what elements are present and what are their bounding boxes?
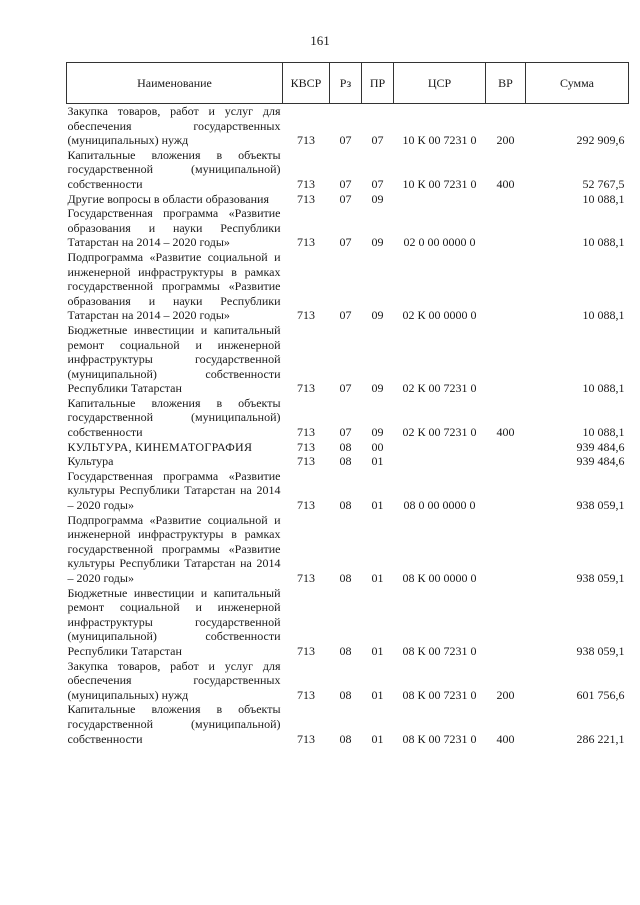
cell-sum: 10 088,1 [582, 308, 625, 323]
cell-csr [394, 454, 486, 469]
cell-pr: 01 [371, 643, 384, 658]
table-row [67, 659, 629, 703]
cell-kvsr: 713 [297, 571, 315, 585]
cell-rz: 07 [339, 381, 352, 396]
cell-pr: 01 [371, 687, 384, 702]
cell-pr: 09 [371, 308, 384, 323]
cell-kvsr: 713 [297, 176, 315, 191]
cell-name: Государственная программа «Развитие культуры Республики Татарстан на 2014 – 2020 годы» [67, 468, 281, 513]
table-row [67, 323, 629, 396]
page-number: 161 [310, 33, 330, 48]
cell-vr [486, 513, 526, 586]
cell-sum: 10 088,1 [582, 191, 625, 206]
table-row [67, 396, 629, 440]
cell-csr: 02 К 00 0000 0 [402, 308, 477, 323]
cell-csr: 10 К 00 7231 0 [402, 133, 477, 148]
cell-rz: 08 [339, 571, 352, 585]
cell-rz: 07 [339, 191, 352, 206]
cell-vr [486, 323, 526, 396]
table-row [67, 250, 629, 323]
cell-name: Бюджетные инвестиции и капитальный ремонт социальной и инженерной инфраструктуры государственной (муниципальной) собственности Республики Татарстан [67, 322, 281, 396]
cell-kvsr: 713 [297, 191, 315, 206]
cell-rz: 07 [339, 176, 352, 191]
cell-kvsr: 713 [297, 235, 315, 250]
cell-name: Закупка товаров, работ и услуг для обеспечения государственных (муниципальных) нужд [67, 104, 281, 148]
cell-pr: 07 [371, 176, 384, 191]
cell-kvsr: 713 [297, 498, 315, 513]
cell-name: Капитальные вложения в объекты государственной (муниципальной) собственности [67, 147, 281, 191]
cell-rz: 08 [339, 498, 352, 513]
cell-name: Другие вопросы в области образования [67, 191, 269, 206]
table-row [67, 513, 629, 586]
column-header-name: Наименование [67, 63, 283, 104]
cell-rz: 08 [339, 731, 352, 746]
cell-name: Государственная программа «Развитие образования и науки Республики Татарстан на 2014 – 2020 годы» [67, 206, 281, 250]
cell-pr: 07 [371, 133, 384, 148]
table-row [67, 104, 629, 148]
table-body [67, 104, 629, 747]
table-row [67, 454, 629, 469]
cell-sum: 938 059,1 [576, 498, 625, 513]
budget-table [66, 62, 629, 746]
cell-csr: 08 К 00 0000 0 [402, 571, 477, 585]
cell-name: Подпрограмма «Развитие социальной и инженерной инфраструктуры в рамках государственной программы «Развитие образования и науки Республики Татарстан на 2014 – 2020 годы» [67, 249, 281, 323]
cell-sum: 10 088,1 [582, 381, 625, 396]
cell-name: Закупка товаров, работ и услуг для обеспечения государственных (муниципальных) нужд [67, 658, 281, 702]
cell-kvsr: 713 [297, 425, 315, 440]
table-header [67, 63, 629, 104]
cell-csr: 08 0 00 0000 0 [403, 498, 476, 513]
cell-rz: 08 [339, 643, 352, 658]
cell-csr: 02 К 00 7231 0 [402, 425, 477, 440]
cell-rz: 07 [339, 308, 352, 323]
cell-csr [394, 192, 486, 207]
cell-rz: 07 [339, 425, 352, 440]
cell-csr: 08 К 00 7231 0 [402, 731, 477, 746]
cell-csr: 10 К 00 7231 0 [402, 176, 477, 191]
cell-vr [486, 469, 526, 513]
cell-csr: 08 К 00 7231 0 [402, 687, 477, 702]
cell-pr: 00 [371, 439, 384, 454]
column-header-kvsr: КВСР [283, 63, 330, 104]
cell-name: Культура [67, 454, 114, 469]
cell-sum: 938 059,1 [576, 571, 625, 585]
cell-rz: 07 [339, 235, 352, 250]
cell-kvsr: 713 [297, 133, 315, 148]
cell-pr: 09 [371, 381, 384, 396]
cell-pr: 01 [371, 498, 384, 513]
table-row [67, 469, 629, 513]
table-row [67, 206, 629, 250]
cell-sum: 52 767,5 [582, 176, 625, 191]
cell-name: Капитальные вложения в объекты государственной (муниципальной) собственности [67, 702, 281, 746]
column-header-pr: ПР [362, 63, 394, 104]
cell-csr: 08 К 00 7231 0 [402, 643, 477, 658]
table-row [67, 148, 629, 192]
cell-sum: 939 484,6 [576, 454, 625, 469]
column-header-csr: ЦСР [394, 63, 486, 104]
cell-kvsr: 713 [297, 381, 315, 396]
cell-sum: 286 221,1 [576, 731, 625, 746]
table-row [67, 192, 629, 207]
cell-vr [486, 586, 526, 659]
cell-sum: 10 088,1 [582, 425, 625, 440]
cell-pr: 01 [371, 731, 384, 746]
cell-vr: 200 [496, 687, 515, 702]
cell-pr: 09 [371, 235, 384, 250]
cell-pr: 09 [371, 191, 384, 206]
cell-kvsr: 713 [297, 643, 315, 658]
table-row [67, 440, 629, 455]
column-header-sum: Сумма [526, 63, 629, 104]
cell-name: Капитальные вложения в объекты государственной (муниципальной) собственности [67, 395, 281, 440]
cell-csr [394, 440, 486, 455]
cell-pr: 01 [371, 454, 384, 469]
cell-vr [486, 206, 526, 250]
cell-vr [486, 192, 526, 207]
cell-name: КУЛЬТУРА, КИНЕМАТОГРАФИЯ [67, 439, 253, 454]
cell-vr [486, 454, 526, 469]
cell-csr: 02 0 00 0000 0 [403, 235, 476, 250]
cell-sum: 292 909,6 [576, 133, 625, 148]
cell-vr: 400 [496, 176, 515, 191]
cell-kvsr: 713 [297, 687, 315, 702]
cell-sum: 939 484,6 [576, 439, 625, 454]
table-row [67, 702, 629, 746]
cell-rz: 08 [339, 454, 352, 469]
cell-name: Бюджетные инвестиции и капитальный ремонт социальной и инженерной инфраструктуры государственной (муниципальной) собственности Республики Татарстан [67, 585, 281, 658]
cell-rz: 07 [339, 133, 352, 148]
cell-kvsr: 713 [297, 454, 315, 469]
cell-vr: 400 [496, 731, 515, 746]
cell-vr [486, 440, 526, 455]
cell-pr: 01 [371, 571, 384, 585]
cell-sum: 601 756,6 [576, 687, 625, 702]
cell-sum: 10 088,1 [582, 235, 625, 250]
cell-rz: 08 [339, 687, 352, 702]
table-row [67, 586, 629, 659]
cell-vr: 400 [496, 425, 515, 440]
cell-pr: 09 [371, 425, 384, 440]
cell-rz: 08 [339, 439, 352, 454]
cell-kvsr: 713 [297, 308, 315, 323]
cell-vr: 200 [496, 133, 515, 148]
cell-vr [486, 250, 526, 323]
column-header-vr: ВР [486, 63, 526, 104]
cell-sum: 938 059,1 [576, 643, 625, 658]
cell-name: Подпрограмма «Развитие социальной и инженерной инфраструктуры в рамках государственной программы «Развитие культуры Республики Татарстан на 2014 – 2020 годы» [67, 512, 281, 585]
cell-kvsr: 713 [297, 439, 315, 454]
cell-kvsr: 713 [297, 731, 315, 746]
column-header-rz: Рз [330, 63, 362, 104]
cell-csr: 02 К 00 7231 0 [402, 381, 477, 396]
